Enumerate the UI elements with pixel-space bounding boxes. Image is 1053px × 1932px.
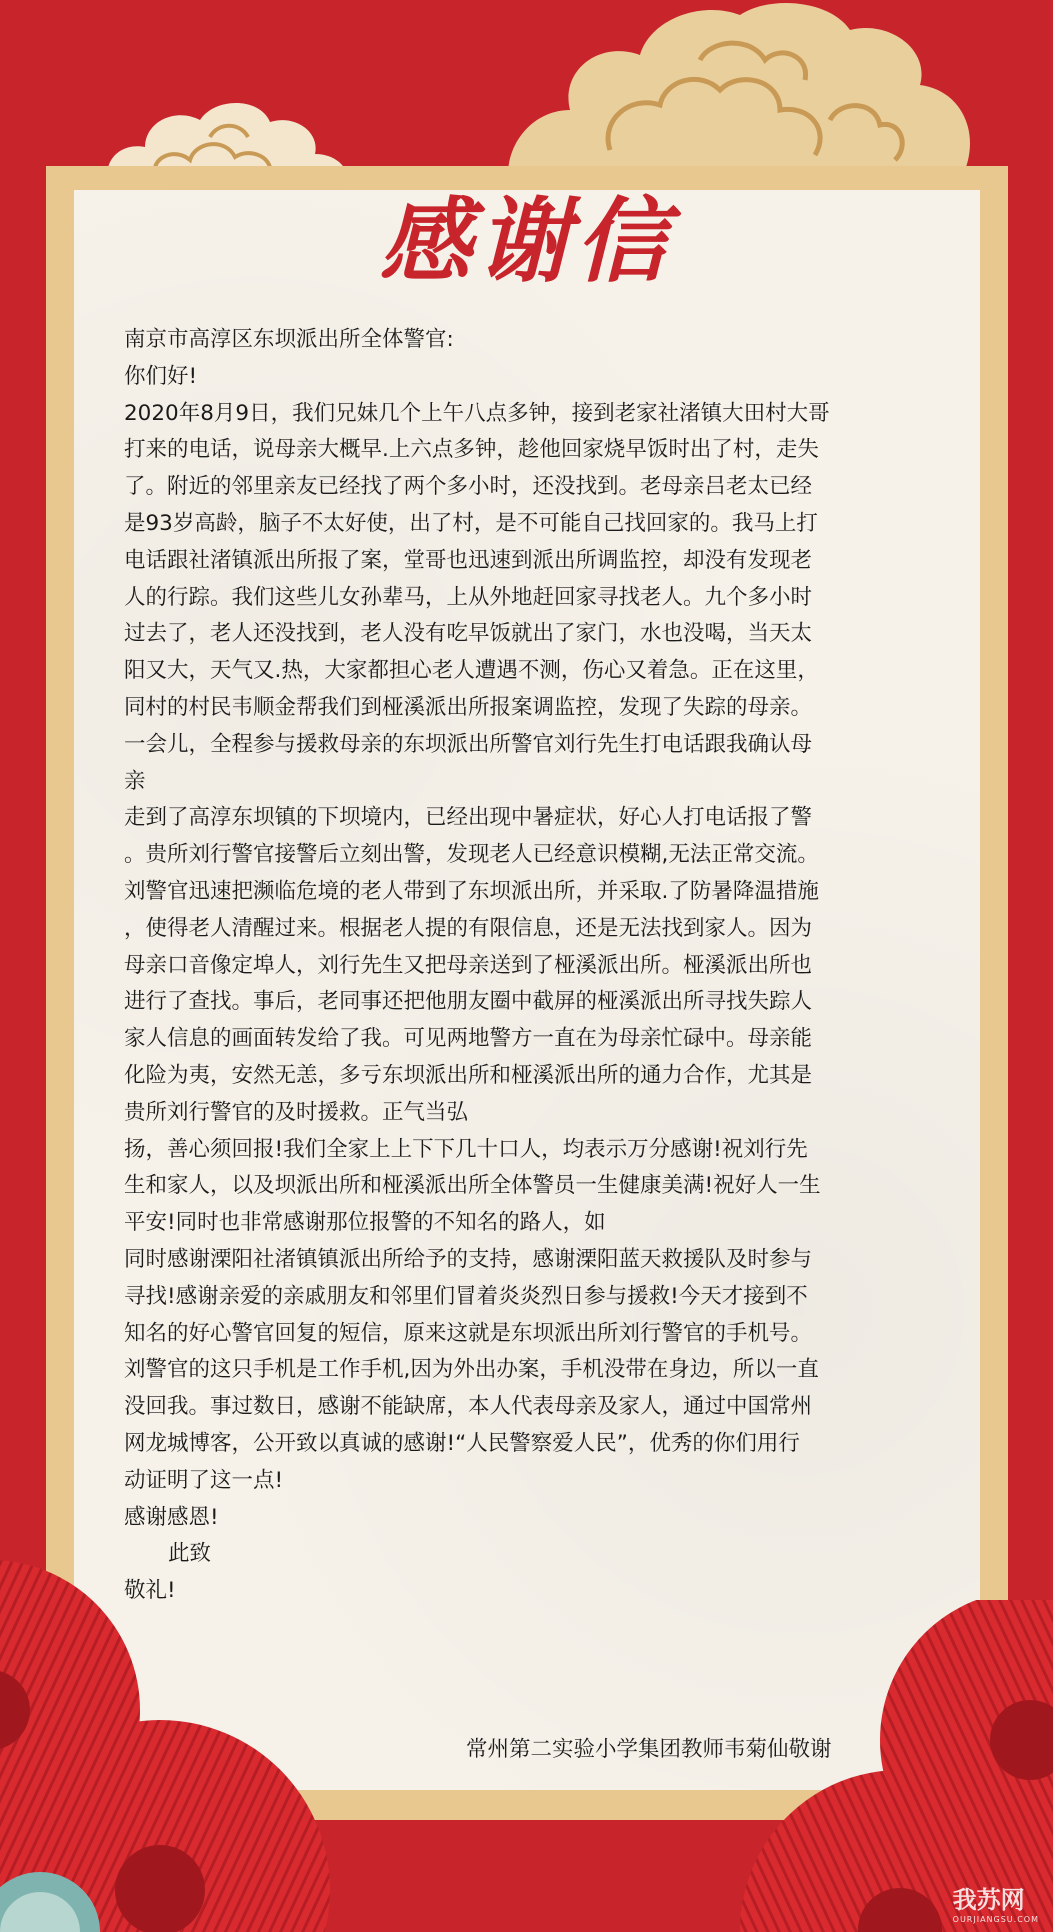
letter-line: 你们好! bbox=[124, 363, 198, 389]
letter-line: 扬，善心须回报!我们全家上上下下几十口人，均表示万分感谢!祝刘行先 bbox=[124, 1136, 808, 1162]
letter-line: 过去了，老人还没找到，老人没有吃早饭就出了家门，水也没喝，当天太 bbox=[124, 621, 813, 647]
letter-line: 网龙城博客，公开致以真诚的感谢!“人民警察爱人民”，优秀的你们用行 bbox=[124, 1430, 800, 1456]
letter-line: 南京市高淳区东坝派出所全体警官: bbox=[124, 327, 454, 352]
letter-line: 感谢感恩! bbox=[124, 1504, 219, 1530]
letter-line: 亲 bbox=[124, 768, 146, 794]
letter-line: 同村的村民韦顺金帮我们到桠溪派出所报案调监控，发现了失踪的母亲。 bbox=[124, 694, 813, 720]
letter-closing-line: 此致 bbox=[168, 1541, 212, 1567]
bottom-left-fan-ornament bbox=[0, 1560, 330, 1932]
letter-signature: 常州第二实验小学集团教师韦菊仙敬谢 bbox=[466, 1737, 832, 1762]
letter-line: 没回我。事过数日，感谢不能缺席，本人代表母亲及家人，通过中国常州 bbox=[124, 1394, 813, 1420]
letter-line: 2020年8月9日，我们兄妹几个上午八点多钟，接到老家社渚镇大田村大哥 bbox=[124, 400, 830, 426]
letter-line: 是93岁高龄，脑子不太好使，出了村，是不可能自己找回家的。我马上打 bbox=[124, 510, 818, 536]
letter-salutation-line: 敬礼! bbox=[124, 1578, 176, 1604]
letter-body bbox=[124, 322, 956, 1610]
letter-line: 了。附近的邻里亲友已经找了两个多小时，还没找到。老母亲吕老太已经 bbox=[124, 474, 813, 500]
letter-line: 动证明了这一点! bbox=[124, 1467, 284, 1493]
top-right-cloud-ornament bbox=[500, 0, 980, 190]
letter-title: 感谢信 bbox=[379, 187, 674, 295]
letter-line: 家人信息的画面转发给了我。可见两地警方一直在为母亲忙碌中。母亲能 bbox=[124, 1026, 813, 1052]
letter-line: 平安!同时也非常感谢那位报警的不知名的路人，如 bbox=[124, 1210, 606, 1236]
letter-line: 贵所刘行警官的及时援救。正气当弘 bbox=[124, 1099, 469, 1125]
letter-line: 。贵所刘行警官接警后立刻出警，发现老人已经意识模糊,无法正常交流。 bbox=[124, 842, 819, 868]
site-watermark bbox=[953, 1880, 1039, 1924]
letter-line: 阳又大，天气又.热，大家都担心老人遭遇不测，伤心又着急。正在这里， bbox=[124, 658, 819, 684]
letter-line: 一会儿，全程参与援救母亲的东坝派出所警官刘行先生打电话跟我确认母 bbox=[124, 731, 813, 757]
letter-line: 寻找!感谢亲爱的亲戚朋友和邻里们冒着炎炎烈日参与援救!今天才接到不 bbox=[124, 1283, 808, 1309]
letter-line: 知名的好心警官回复的短信，原来这就是东坝派出所刘行警官的手机号。 bbox=[124, 1320, 813, 1346]
letter-line: 进行了查找。事后，老同事还把他朋友圈中截屏的桠溪派出所寻找失踪人 bbox=[124, 989, 813, 1015]
letter-line: 刘警官的这只手机是工作手机,因为外出办案，手机没带在身边，所以一直 bbox=[124, 1357, 819, 1383]
letter-line: 化险为夷，安然无恙，多亏东坝派出所和桠溪派出所的通力合作，尤其是 bbox=[124, 1062, 813, 1088]
letter-line: 生和家人，以及坝派出所和桠溪派出所全体警员一生健康美满!祝好人一生 bbox=[124, 1173, 821, 1199]
letter-line: ，使得老人清醒过来。根据老人提的有限信息，还是无法找到家人。因为 bbox=[124, 915, 813, 941]
letter-line: 走到了高淳东坝镇的下坝境内，已经出现中暑症状，好心人打电话报了警 bbox=[124, 805, 813, 831]
letter-line: 母亲口音像定埠人，刘行先生又把母亲送到了桠溪派出所。桠溪派出所也 bbox=[124, 952, 813, 978]
letter-line: 同时感谢溧阳社渚镇镇派出所给予的支持，感谢溧阳蓝天救援队及时参与 bbox=[124, 1246, 813, 1272]
letter-line: 人的行踪。我们这些儿女孙辈马，上从外地赶回家寻找老人。九个多小时 bbox=[124, 584, 813, 610]
letter-line: 打来的电话，说母亲大概早.上六点多钟，趁他回家烧早饭时出了村，走失 bbox=[124, 437, 819, 463]
watermark-logo-text: 我苏网 bbox=[952, 1886, 1025, 1914]
watermark-url: OURJIANGSU.COM bbox=[952, 1915, 1039, 1924]
letter-line: 刘警官迅速把濒临危境的老人带到了东坝派出所，并采取.了防暑降温措施 bbox=[124, 878, 819, 904]
letter-line: 电话跟社渚镇派出所报了案，堂哥也迅速到派出所调监控，却没有发现老 bbox=[124, 547, 813, 573]
